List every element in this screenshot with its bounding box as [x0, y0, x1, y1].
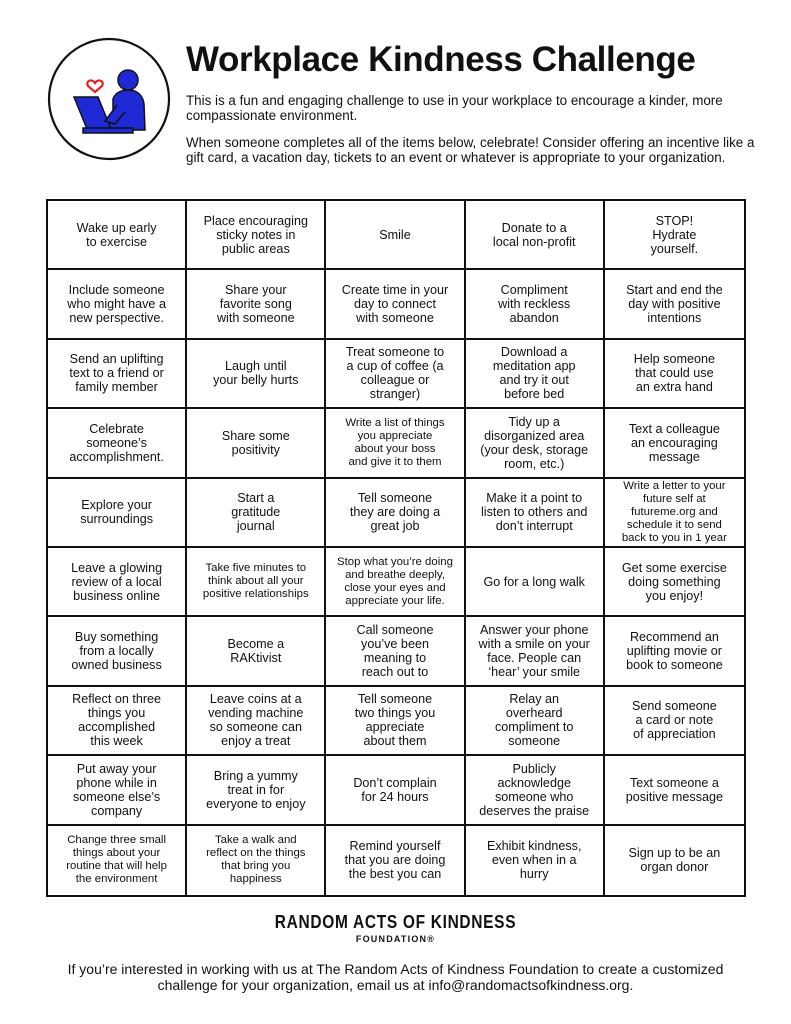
- challenge-cell: Exhibit kindness, even when in a hurry: [466, 826, 605, 895]
- challenge-cell: Write a list of things you appreciate about your boss and give it to them: [326, 409, 465, 478]
- challenge-cell: Leave a glowing review of a local business online: [48, 548, 187, 617]
- challenge-cell: Relay an overheard compliment to someone: [466, 687, 605, 756]
- challenge-cell: Celebrate someone’s accomplishment.: [48, 409, 187, 478]
- challenge-cell: Wake up early to exercise: [48, 201, 187, 270]
- challenge-cell: Treat someone to a cup of coffee (a colleague or stranger): [326, 340, 465, 409]
- challenge-cell: STOP! Hydrate yourself.: [605, 201, 744, 270]
- challenge-cell: Sign up to be an organ donor: [628, 846, 721, 875]
- challenge-cell: Text a colleague an encouraging message: [605, 409, 744, 478]
- organization-logo: [0, 912, 791, 945]
- challenge-cell: Text someone a positive message: [605, 756, 744, 825]
- challenge-cell: Change three small things about your routine that will help the environment: [48, 826, 187, 895]
- person-at-laptop-heart-icon: [47, 37, 171, 161]
- intro-paragraph: This is a fun and engaging challenge to use in your workplace to encourage a kinder, more compassionate environment.: [186, 93, 723, 123]
- challenge-cell: Recommend an uplifting movie or book to someone: [605, 617, 744, 686]
- challenge-cell: Tell someone they are doing a great job: [326, 479, 465, 548]
- incentive-paragraph: When someone completes all of the items below, celebrate! Consider offering an incentive like a gift card, a vacation day, tickets to an event or whatever is appropriate to your organization.: [186, 135, 755, 165]
- challenge-cell: Make it a point to listen to others and don’t interrupt: [466, 479, 605, 548]
- challenge-cell: Send someone a card or note of appreciation: [605, 687, 744, 756]
- logo: [47, 37, 171, 161]
- organization-subtitle: FOUNDATION®: [355, 934, 436, 944]
- challenge-cell: Tell someone two things you appreciate about them: [326, 687, 465, 756]
- challenge-cell: Explore your surroundings: [48, 479, 187, 548]
- challenge-cell: Write a letter to your future self at futureme.org and schedule it to send back to you in 1 year: [605, 479, 744, 548]
- challenge-cell: Download a meditation app and try it out before bed: [466, 340, 605, 409]
- challenge-cell: Answer your phone with a smile on your face. People can ‘hear’ your smile: [466, 617, 605, 686]
- challenge-cell: Become a RAKtivist: [187, 617, 326, 686]
- challenge-grid: [46, 199, 746, 897]
- challenge-cell: Include someone who might have a new perspective.: [48, 270, 187, 339]
- challenge-cell: Remind yourself that you are doing the best you can: [326, 826, 465, 895]
- challenge-cell: Call someone you’ve been meaning to reach out to: [326, 617, 465, 686]
- challenge-cell: Donate to a local non-profit: [466, 201, 605, 270]
- challenge-cell: Leave coins at a vending machine so someone can enjoy a treat: [187, 687, 326, 756]
- challenge-cell: Create time in your day to connect with someone: [326, 270, 465, 339]
- challenge-cell: Bring a yummy treat in for everyone to enjoy: [187, 756, 326, 825]
- challenge-cell: Stop what you’re doing and breathe deeply, close your eyes and appreciate your life.: [326, 548, 465, 617]
- challenge-cell: Go for a long walk: [466, 548, 605, 617]
- challenge-cell: Share your favorite song with someone: [187, 270, 326, 339]
- challenge-cell: Take a walk and reflect on the things that bring you happiness: [187, 826, 326, 895]
- challenge-cell: Smile: [326, 201, 465, 270]
- challenge-cell: Don’t complain for 24 hours: [326, 756, 465, 825]
- challenge-cell: Start and end the day with positive intentions: [605, 270, 744, 339]
- page-title: Workplace Kindness Challenge: [186, 40, 696, 79]
- challenge-cell: Put away your phone while in someone else’s company: [48, 756, 187, 825]
- challenge-cell: Publicly acknowledge someone who deserves the praise: [466, 756, 605, 825]
- challenge-cell: Help someone that could use an extra hand: [605, 340, 744, 409]
- footer-contact-text: If you’re interested in working with us at The Random Acts of Kindness Foundation to create a customized challenge for your organization, email us at info@randomactsofkindness.org.: [67, 961, 724, 993]
- challenge-cell: Get some exercise doing something you enjoy!: [605, 548, 744, 617]
- challenge-cell: Tidy up a disorganized area (your desk, storage room, etc.): [466, 409, 605, 478]
- challenge-cell: Reflect on three things you accomplished this week: [48, 687, 187, 756]
- challenge-cell: Start a gratitude journal: [187, 479, 326, 548]
- challenge-cell: Send an uplifting text to a friend or family member: [48, 340, 187, 409]
- challenge-cell: Laugh until your belly hurts: [187, 340, 326, 409]
- challenge-cell: Take five minutes to think about all your positive relationships: [187, 548, 326, 617]
- challenge-cell: Buy something from a locally owned business: [48, 617, 187, 686]
- challenge-cell: Place encouraging sticky notes in public areas: [187, 201, 326, 270]
- challenge-cell: Compliment with reckless abandon: [466, 270, 605, 339]
- challenge-cell: Share some positivity: [187, 409, 326, 478]
- organization-name: RANDOM ACTS OF KINDNESS: [274, 912, 517, 932]
